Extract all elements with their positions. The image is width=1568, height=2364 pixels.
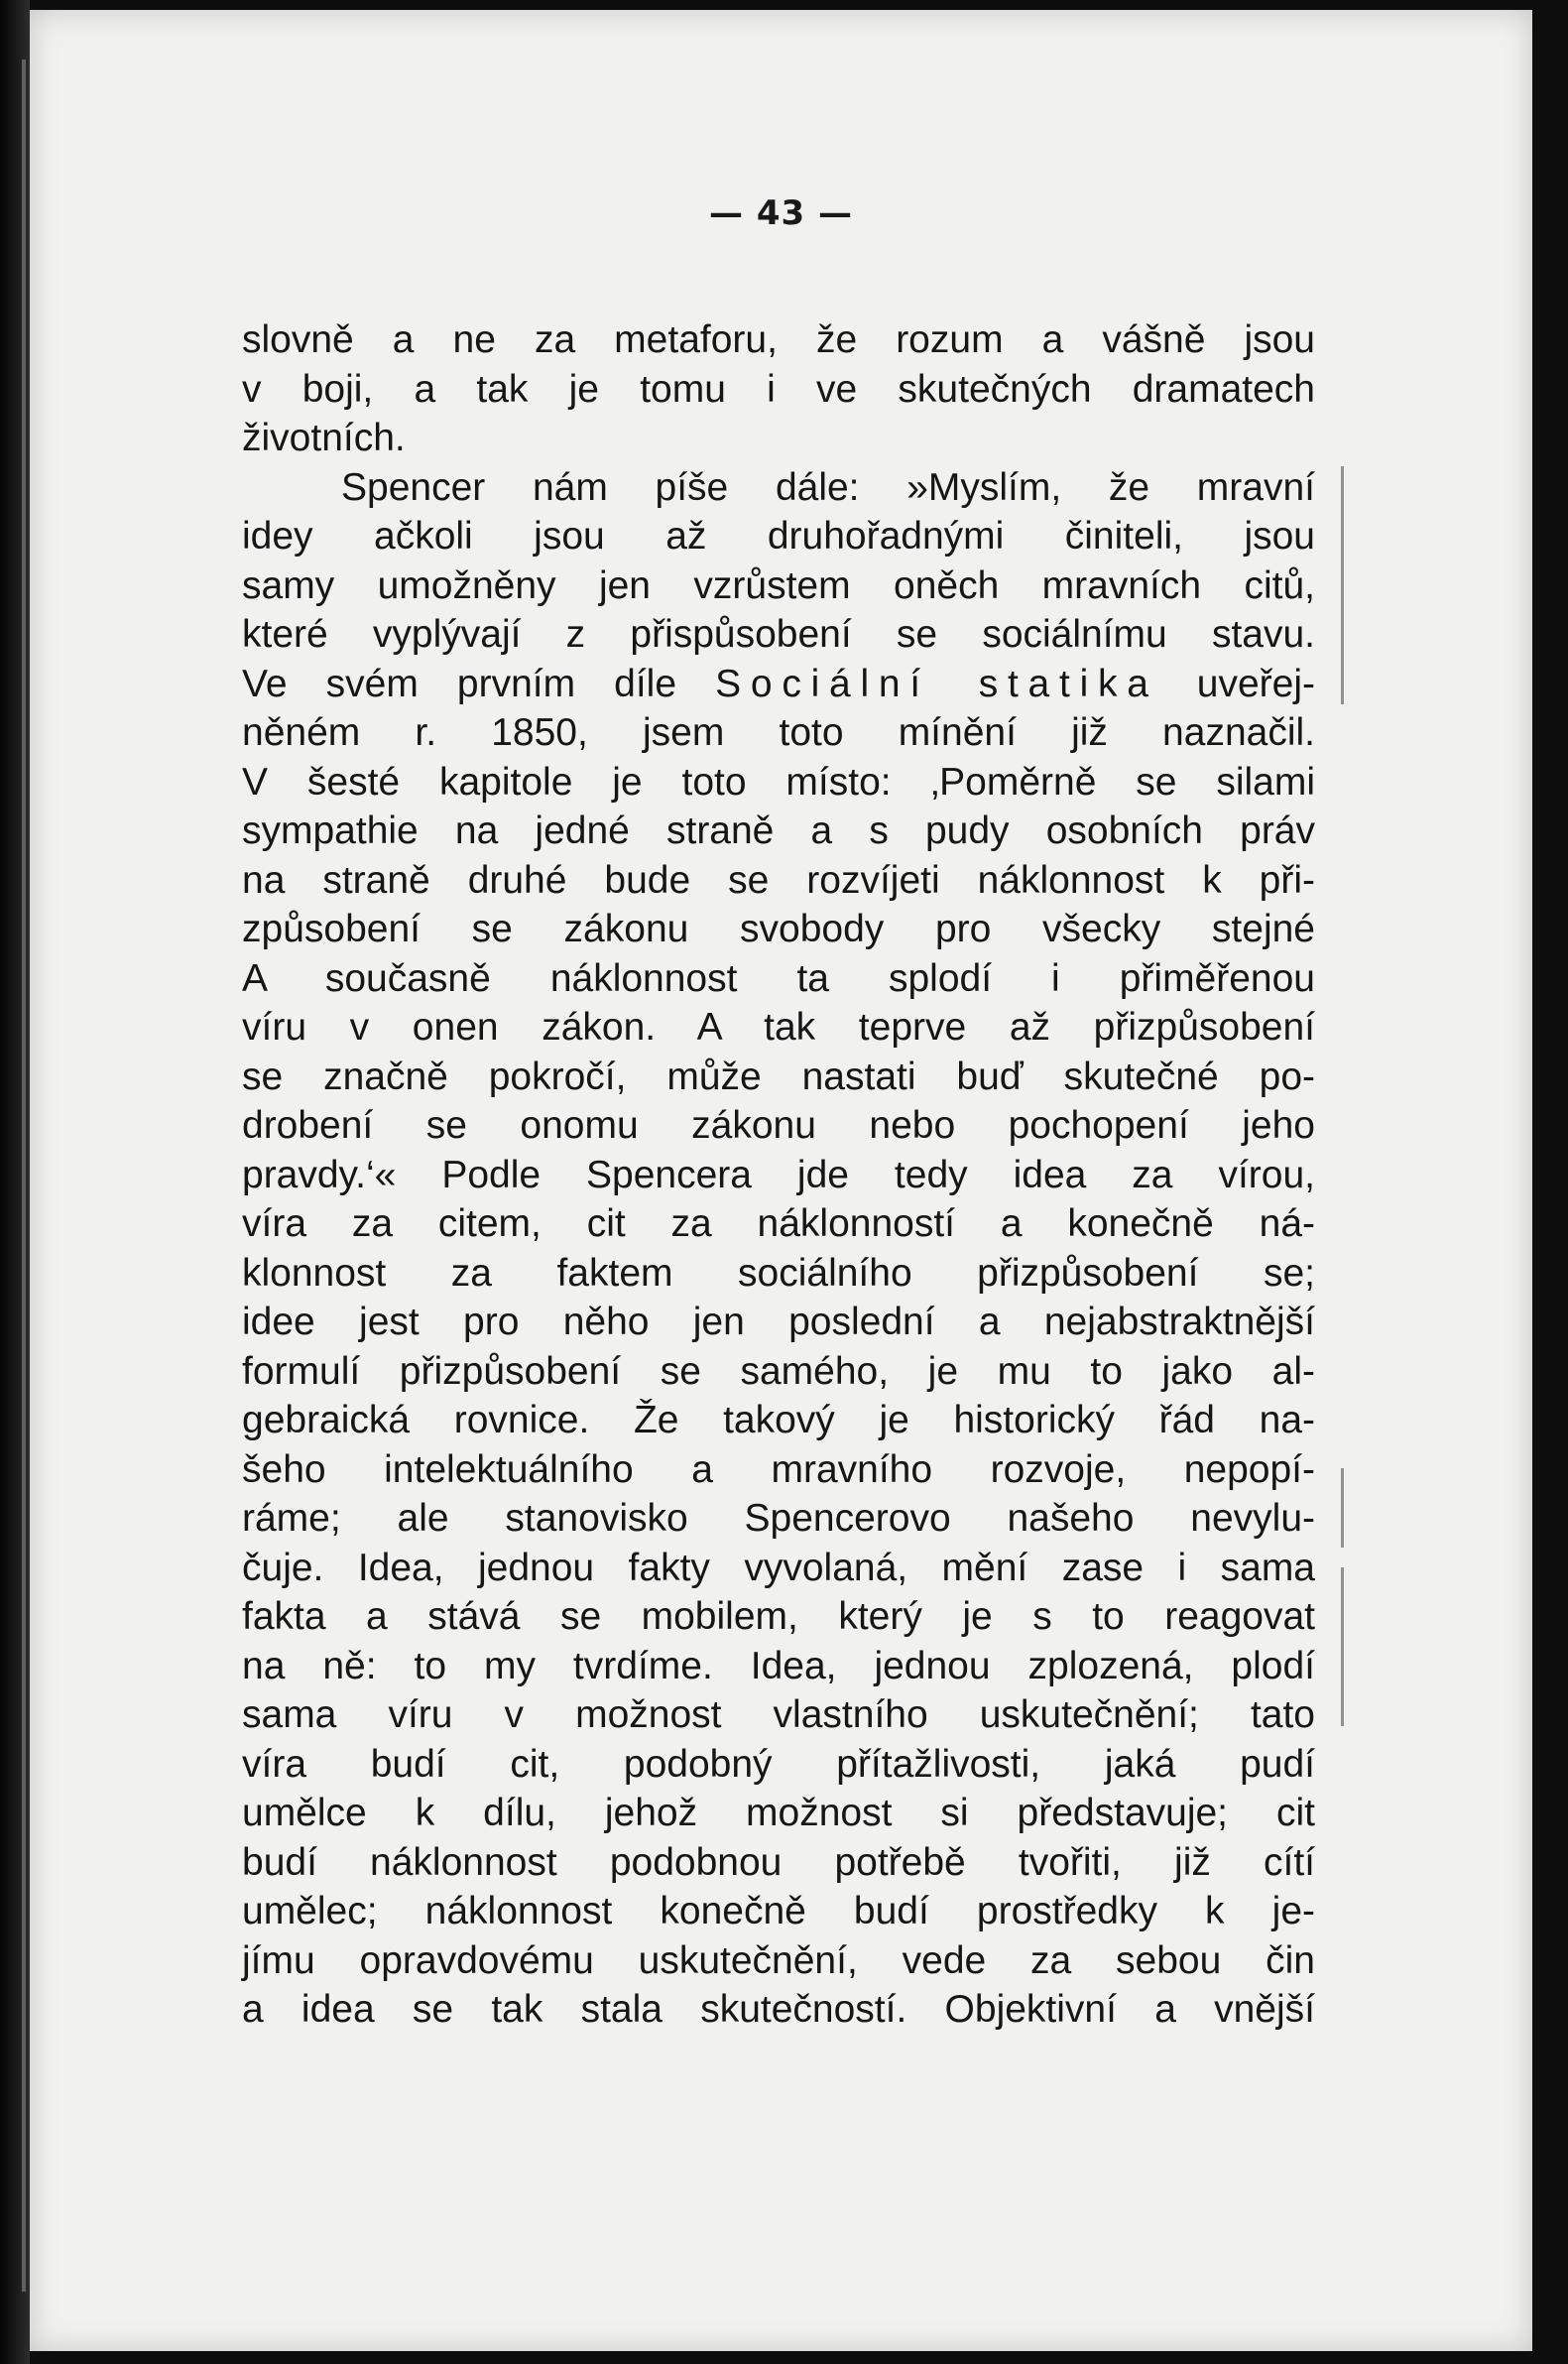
text-line: umělec; náklonnost konečně budí prostředky k je- — [242, 1890, 1315, 1932]
text-fragment: Ve svém prvním díle — [242, 662, 677, 705]
text-line: víru v onen zákon. A tak teprve až přizpůsobení — [242, 1006, 1315, 1049]
text-line: samy umožněny jen vzrůstem oněch mravních citů, — [242, 563, 1315, 607]
text-line: víra budí cit, podobný přítažlivosti, jaká pudí — [242, 1742, 1315, 1786]
text-line: pravdy.‘« Podle Spencera jde tedy idea za vírou, — [242, 1153, 1315, 1196]
book-binding-edge — [0, 0, 30, 2364]
text-line: víra za citem, cit za náklonností a konečně ná- — [242, 1202, 1315, 1245]
text-line: se značně pokročí, může nastati buď skutečné po- — [242, 1055, 1315, 1098]
text-line: životních. — [242, 417, 406, 459]
text-line: A současně náklonnost ta splodí i přiměřenou — [242, 956, 1315, 1000]
text-line: na straně druhé bude se rozvíjeti náklonnost k při- — [242, 858, 1315, 902]
text-line: drobení se onomu zákonu nebo pochopení jeho — [242, 1104, 1315, 1147]
text-line: budí náklonnost podobnou potřebě tvořiti, již cítí — [242, 1840, 1315, 1884]
binding-spine-line — [22, 60, 26, 2292]
text-line: čuje. Idea, jednou fakty vyvolaná, mění zase i sama — [242, 1546, 1315, 1589]
text-line: sama víru v možnost vlastního uskutečnění; tato — [242, 1693, 1315, 1736]
text-line: a idea se tak stala skutečností. Objektivní a vnější — [242, 1988, 1315, 2031]
margin-mark — [1341, 1567, 1344, 1726]
text-line: klonnost za faktem sociálního přizpůsobení se; — [242, 1251, 1315, 1295]
text-line: šeho intelektuálního a mravního rozvoje, nepopí- — [242, 1447, 1315, 1491]
text-line: něném r. 1850, jsem toto mínění již naznačil. — [242, 711, 1315, 754]
text-line: umělce k dílu, jehož možnost si představuje; cit — [242, 1792, 1315, 1834]
text-line: jímu opravdovému uskutečnění, vede za sebou čin — [242, 1938, 1315, 1982]
text-line: idey ačkoli jsou až druhořadnými činiteli, jsou — [242, 515, 1315, 558]
text-line: způsobení se zákonu svobody pro všecky stejné — [242, 908, 1315, 950]
margin-mark — [1341, 1468, 1344, 1548]
text-line: slovně a ne za metaforu, že rozum a vášně jsou — [242, 318, 1315, 361]
spaced-title: Sociální statika — [715, 662, 1158, 705]
text-line: sympathie na jedné straně a s pudy osobních práv — [242, 809, 1315, 852]
text-line-with-title — [242, 660, 1315, 709]
text-line: na ně: to my tvrdíme. Idea, jednou zplozená, plodí — [242, 1644, 1315, 1687]
text-line: idee jest pro něho jen poslední a nejabstraktnější — [242, 1301, 1315, 1343]
text-line: formulí přizpůsobení se samého, je mu to jako al- — [242, 1349, 1315, 1393]
text-line: fakta a stává se mobilem, který je s to reagovat — [242, 1595, 1315, 1638]
body-text — [242, 315, 1315, 2035]
page-number: — 43 — — [709, 193, 853, 233]
page-right-edge — [1532, 0, 1568, 2364]
margin-mark — [1341, 466, 1344, 704]
text-line: V šesté kapitole je toto místo: ‚Poměrně se silami — [242, 760, 1315, 804]
text-line: ráme; ale stanovisko Spencerovo našeho nevylu- — [242, 1497, 1315, 1540]
text-line: Spencer nám píše dále: »Myslím, že mravní — [341, 465, 1315, 509]
text-fragment: uveřej- — [1196, 662, 1315, 705]
text-line: gebraická rovnice. Že takový je historický řád na- — [242, 1399, 1315, 1441]
text-line: které vyplývají z přispůsobení se sociálnímu stavu. — [242, 613, 1315, 656]
text-line: v boji, a tak je tomu i ve skutečných dramatech — [242, 367, 1315, 411]
